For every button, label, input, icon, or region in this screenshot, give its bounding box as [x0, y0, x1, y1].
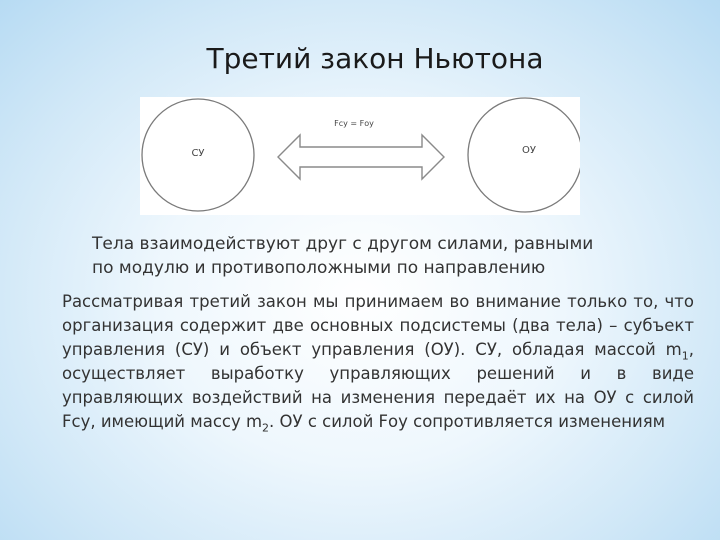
slide-title: Третий закон Ньютона — [206, 42, 544, 75]
double-arrow-icon — [278, 135, 444, 179]
mass-subscript-2: 2 — [262, 421, 270, 435]
force-diagram — [140, 97, 580, 215]
object-label: ОУ — [522, 145, 536, 156]
force-equation-label: Fсу = Fоу — [334, 119, 374, 128]
explanation-text-1: Рассматривая третий закон мы принимаем во внимание только то, что организация содержит две основных подсистемы (два тела) – субъект управления (СУ) и объект управления (ОУ). СУ, обладая массой m — [62, 292, 694, 359]
explanation-paragraph — [62, 290, 694, 434]
mass-subscript-1: 1 — [681, 349, 689, 363]
law-statement — [92, 232, 692, 280]
subject-label: СУ — [191, 148, 205, 159]
explanation-text-2: , осуществляет выработку управляющих решений и в виде управляющих воздействий на изменения передаёт их на ОУ с силой Fсу, имеющий массу m — [62, 340, 694, 431]
law-statement-line-1: Тела взаимодействуют друг с другом силами, равными — [92, 234, 594, 254]
law-statement-line-2: по модулю и противоположными по направлению — [92, 258, 546, 278]
force-diagram-svg — [140, 97, 580, 215]
explanation-text-3: . ОУ с силой Fоу сопротивляется изменениям — [269, 412, 666, 431]
